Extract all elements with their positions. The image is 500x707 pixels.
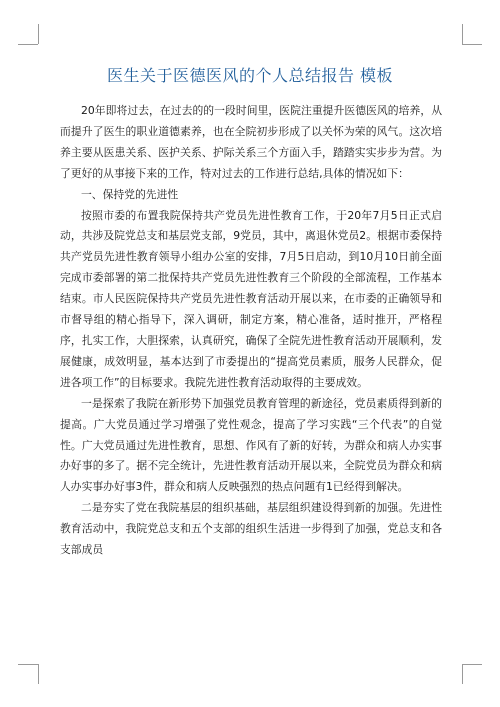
paragraph-intro: 20年即将过去，在过去的的一段时间里，医院注重提升医德医风的培养，从而提升了医生的职业道德素养，也在全院初步形成了以关怀为荣的风气。这次培养主要从医患关系、医护关系、护际关系三个方面入手，踏踏实实步步为营。为了更好的从事接下来的工作，特对过去的工作进行总结,具体的情况如下： [60,104,442,180]
crop-mark-bottom-left [18,664,38,665]
document-title: 医生关于医德医风的个人总结报告 模板 [106,66,394,85]
crop-mark-bottom-right [462,664,463,684]
crop-mark-bottom-left [38,664,39,684]
document-body [60,101,442,561]
crop-mark-top-left [18,44,38,45]
paragraph-second-point: 二是夯实了党在我院基层的组织基础，基层组织建设得到新的加强。先进性教育活动中，我院党总支和五个支部的组织生活进一步得到了加强，党总支和各支部成员 [60,501,442,557]
paragraph-first-point: 一是探索了我院在新形势下加强党员教育管理的新途径，党员素质得到新的提高。广大党员通过学习增强了党性观念，提高了学习实践“三个代表”的自觉性。广大党员通过先进性教育，思想、作风有了新的好转，为群众和病人办实事办好事的多了。据不完全统计，先进性教育活动开展以来，全院党员为群众和病人办实事办好事3件，群众和病人反映强烈的热点问题有1已经得到解决。 [60,396,442,494]
crop-mark-top-left [38,24,39,44]
crop-mark-top-right [462,44,482,45]
section-heading: 一、保持党的先进性 [81,187,179,201]
crop-mark-top-right [462,24,463,44]
crop-mark-bottom-right [462,664,482,665]
paragraph-party-education: 按照市委的布置我院保持共产党员先进性教育工作，于20年7月5日正式启动，共涉及院党总支和基层党支部，9党员，其中，离退休党员2。根据市委保持共产党员先进性教育领导小组办公室的安排，7月5日启动，到10月10日前全面完成市委部署的第二批保持共产党员先进性教育三个阶段的全部流程，工作基本结束。市人民医院保持共产党员先进性教育活动开展以来，在市委的正确领导和市督导组的精心指导下，深入调研，制定方案，精心准备，适时推开，严格程序，扎实工作，大胆探索，认真研究，确保了全院先进性教育活动开展顺利，发展健康，成效明显，基本达到了市委提出的“提高党员素质，服务人民群众，促进各项工作”的目标要求。我院先进性教育活动取得的主要成效。 [60,208,442,389]
